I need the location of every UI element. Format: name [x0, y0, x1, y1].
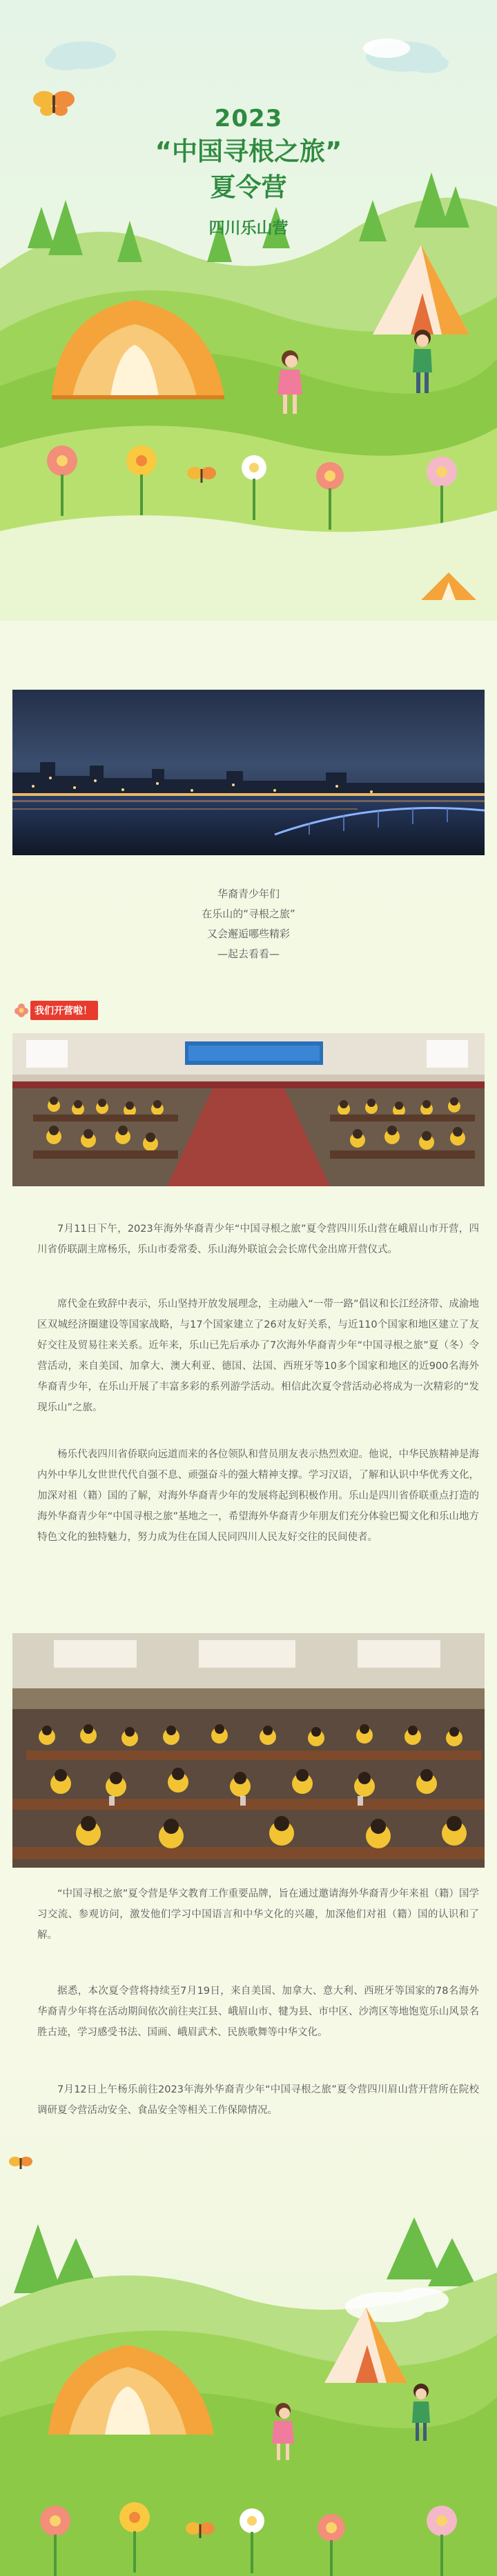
poem-line: 华裔青少年们 [217, 888, 280, 900]
paragraph: 7月11日下午，2023年海外华裔青少年“中国寻根之旅”夏令营四川乐山营在峨眉山市开营，四川省侨联副主席杨乐，乐山市委常委、乐山海外联谊会会长席代金出席开营仪式。 [37, 1224, 479, 1255]
meeting-hall-photo [12, 1633, 485, 1868]
title-year: 2023 [214, 105, 283, 132]
hero-title [0, 103, 497, 238]
poem-line: —起去看看— [217, 948, 280, 960]
city-night-photo [12, 690, 485, 855]
title-subtitle: 夏令营 [210, 172, 287, 202]
intro-poem [0, 884, 497, 964]
section-badge [14, 1001, 98, 1020]
hero-banner [0, 0, 497, 621]
poem-line: 在乐山的“寻根之旅” [202, 908, 295, 920]
flower-icon [14, 1003, 29, 1018]
title-place: 四川乐山营 [208, 219, 289, 237]
paragraph: 杨乐代表四川省侨联向远道而来的各位领队和营员朋友表示热烈欢迎。他说，中华民族精神是海内外中华儿女世世代代自强不息、顽强奋斗的强大精神支撑。学习汉语，了解和认识中华优秀文化，加深对祖（籍）国的了解，对海外华裔青少年的发展将起到积极作用。乐山是四川省侨联重点打造的海外华裔青少年“中国寻根之旅”基地之一，希望海外华裔青少年朋友们充分体验巴蜀文化和乐山地方特色文化的独特魅力，努力成为住在国人民同四川人民友好交往的民间使者。 [37, 1449, 479, 1543]
title-main: “中国寻根之旅” [155, 137, 342, 166]
poem-line: 又会邂逅哪些精彩 [206, 928, 290, 940]
paragraph: 据悉，本次夏令营将持续至7月19日，来自美国、加拿大、意大利、西班牙等国家的78名海外华裔青少年将在活动期间依次前往夹江县、峨眉山市、犍为县、市中区、沙湾区等地饱览乐山风景名胜古迹，学习感受书法、国画、峨眉武术、民族歌舞等中华文化。 [37, 1986, 479, 2038]
paragraph: “中国寻根之旅”夏令营是华文教育工作重要品牌，旨在通过邀请海外华裔青少年来祖（籍）国学习交流、参观访问，激发他们学习中国语言和中华文化的兴趣，加深他们对祖（籍）国的认识和了解。 [37, 1888, 479, 1941]
butterfly-icon [9, 2157, 32, 2169]
opening-ceremony-photo [12, 1033, 485, 1186]
paragraph: 7月12日上午杨乐前往2023年海外华裔青少年“中国寻根之旅”夏令营四川眉山营开营所在院校调研夏令营活动安全、食品安全等相关工作保障情况。 [37, 2084, 479, 2116]
hero-illustration [0, 0, 497, 621]
paragraph: 席代金在致辞中表示，乐山坚持开放发展理念，主动融入“一带一路”倡议和长江经济带、成渝地区双城经济圈建设等国家战略，与17个国家建立了26对友好关系，与近110个国家和地区建立了友好交往及贸易往来关系。近年来，乐山已先后承办了7次海外华裔青少年“中国寻根之旅”夏（冬）令营活动，来自美国、加拿大、澳大利亚、德国、法国、西班牙等10多个国家和地区的近900名海外华裔青少年，在乐山开展了丰富多彩的系列游学活动。相信此次夏令营活动必将成为一次精彩的“发现乐山”之旅。 [37, 1299, 479, 1413]
section-badge-label: 我们开营啦！ [30, 1001, 98, 1020]
footer-illustration [0, 2135, 497, 2576]
